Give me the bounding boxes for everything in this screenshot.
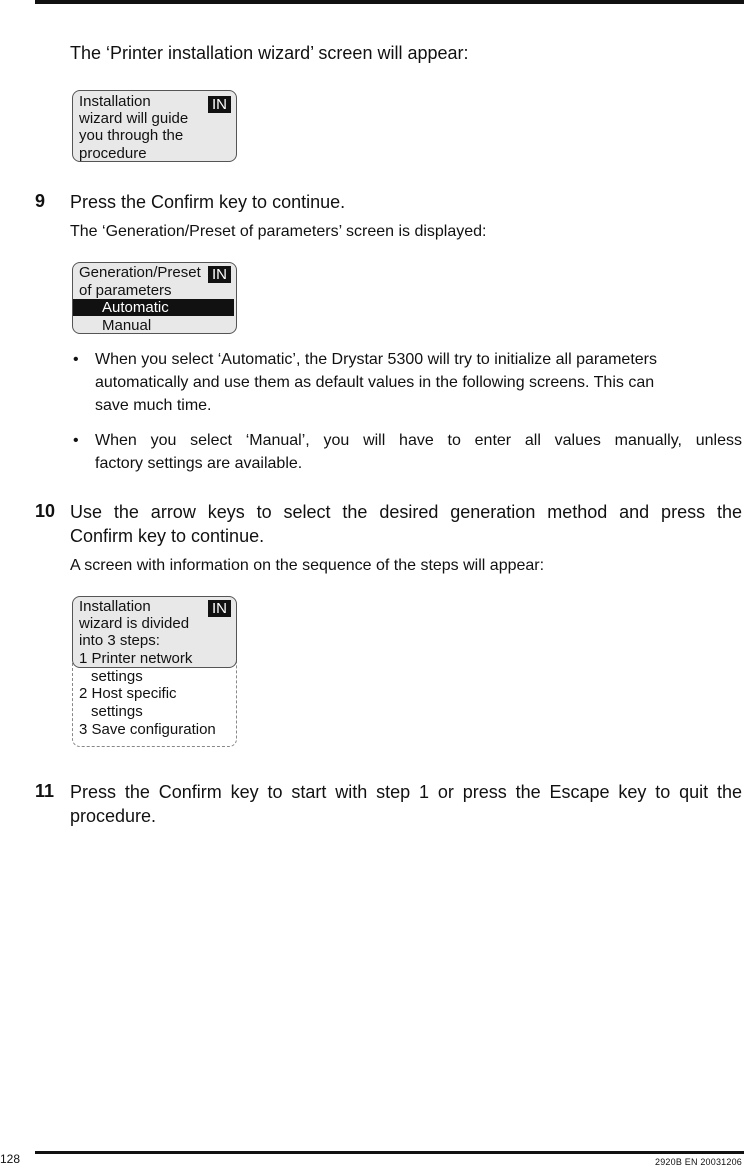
step-line: procedure. — [70, 806, 157, 826]
page-number: 128 — [0, 1152, 21, 1166]
option-manual: Manual — [102, 317, 152, 334]
bullet-line: factory settings are available. — [95, 455, 303, 472]
document-id: 2920B EN 20031206 — [655, 1157, 742, 1167]
lcd-line: wizard will guide — [79, 110, 189, 127]
in-badge: IN — [208, 600, 231, 617]
intro-text: The ‘Printer installation wizard’ screen will appear: — [70, 43, 469, 63]
step-text — [70, 780, 742, 828]
lcd-line: wizard is divided — [79, 615, 190, 632]
lcd-line: settings — [91, 703, 143, 720]
lcd-screen-installation — [72, 90, 237, 162]
bullet-line: When you select ‘Automatic’, the Drystar 5300 will try to initialize all parameters — [95, 351, 657, 368]
in-badge: IN — [208, 96, 231, 113]
lcd-line: you through the — [79, 127, 184, 144]
in-badge: IN — [208, 266, 231, 283]
step-number: 10 — [35, 501, 56, 521]
step-line: Confirm key to continue. — [70, 526, 265, 546]
bullet-line: save much time. — [95, 397, 212, 414]
step-line: Use the arrow keys to select the desired generation method and press the — [70, 502, 742, 522]
step-number: 9 — [35, 191, 46, 211]
lcd-line: Installation — [79, 598, 151, 615]
lcd-line: of parameters — [79, 282, 172, 299]
bottom-rule — [35, 1151, 744, 1154]
option-automatic: Automatic — [102, 299, 169, 316]
lcd-line: into 3 steps: — [79, 632, 160, 649]
step-subtext: A screen with information on the sequence of the steps will appear: — [70, 557, 545, 574]
lcd-line: Installation — [79, 93, 151, 110]
lcd-line: procedure — [79, 145, 147, 162]
lcd-line: 1 Printer network — [79, 650, 193, 667]
bullet-mark: • — [73, 351, 79, 368]
bullet-manual — [95, 429, 742, 475]
lcd-line: settings — [91, 668, 143, 685]
step-text — [70, 500, 742, 548]
lcd-screen-generation — [72, 262, 237, 334]
step-number: 11 — [35, 781, 55, 801]
lcd-line: 3 Save configuration — [79, 721, 216, 738]
bullet-line: When you select ‘Manual’, you will have to enter all values manually, unless — [95, 432, 742, 449]
step-line: Press the Confirm key to start with step 1 or press the Escape key to quit the — [70, 782, 742, 802]
lcd-line: Generation/Preset — [79, 264, 201, 281]
bullet-mark: • — [73, 432, 79, 449]
top-rule — [35, 0, 744, 4]
bullet-line: automatically and use them as default values in the following screens. This can — [95, 374, 655, 391]
lcd-line: 2 Host specific — [79, 685, 177, 702]
bullet-automatic — [95, 348, 742, 417]
step-subtext: The ‘Generation/Preset of parameters’ screen is displayed: — [70, 223, 487, 240]
step-text: Press the Confirm key to continue. — [70, 192, 346, 212]
